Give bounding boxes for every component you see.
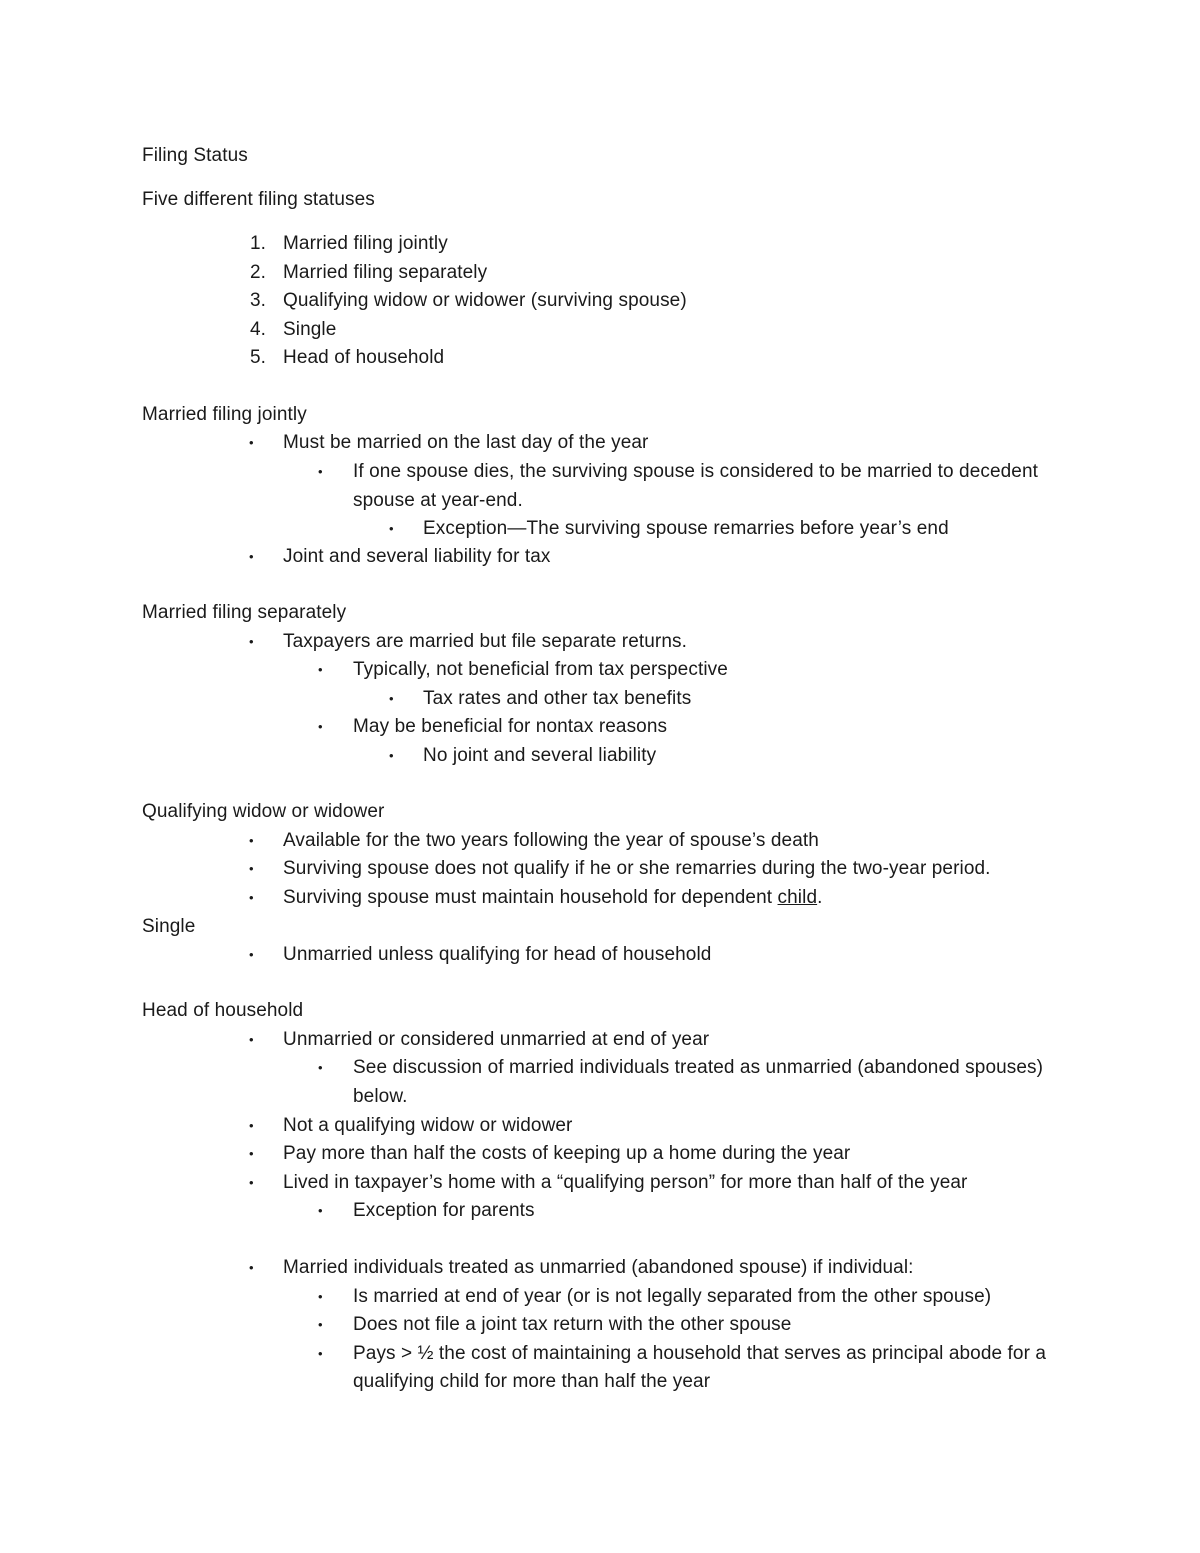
bullet-item: Typically, not beneficial from tax perspective — [353, 659, 728, 680]
bullet-icon: • — [249, 1146, 254, 1161]
section-heading: Qualifying widow or widower — [142, 801, 385, 822]
list-item: Married filing separately — [283, 262, 488, 283]
bullet-item: Pay more than half the costs of keeping up a home during the year — [283, 1143, 851, 1164]
bullet-icon: • — [389, 691, 394, 706]
page-title: Filing Status — [142, 145, 248, 166]
list-number: 5. — [250, 347, 266, 368]
bullet-item: Must be married on the last day of the year — [283, 432, 649, 453]
list-number: 4. — [250, 319, 266, 340]
bullet-item: Pays > ½ the cost of maintaining a household that serves as principal abode for a — [353, 1343, 1047, 1364]
section-heading: Married filing jointly — [142, 404, 307, 425]
bullet-item: If one spouse dies, the surviving spouse is considered to be married to decedent — [353, 461, 1039, 482]
bullet-item-continued: below. — [353, 1086, 408, 1107]
list-number: 1. — [250, 233, 266, 254]
bullet-icon: • — [389, 521, 394, 536]
bullet-icon: • — [318, 1060, 323, 1075]
bullet-item: Married individuals treated as unmarried (abandoned spouse) if individual: — [283, 1257, 914, 1278]
bullet-icon: • — [318, 1346, 323, 1361]
list-number: 3. — [250, 290, 266, 311]
bullet-item: Tax rates and other tax benefits — [423, 688, 692, 709]
bullet-item: Is married at end of year (or is not legally separated from the other spouse) — [353, 1286, 992, 1307]
child-link[interactable]: child — [777, 887, 818, 908]
bullet-icon: • — [318, 464, 323, 479]
bullet-icon: • — [249, 1032, 254, 1047]
list-item: Single — [283, 319, 337, 340]
bullet-item — [283, 886, 823, 910]
bullet-icon: • — [249, 861, 254, 876]
bullet-item: Exception—The surviving spouse remarries before year’s end — [423, 518, 949, 539]
bullet-item-continued: qualifying child for more than half the year — [353, 1371, 711, 1392]
bullet-item: Does not file a joint tax return with the other spouse — [353, 1314, 792, 1335]
bullet-icon: • — [249, 947, 254, 962]
intro-line: Five different filing statuses — [142, 189, 375, 210]
list-item: Qualifying widow or widower (surviving spouse) — [283, 290, 687, 311]
bullet-icon: • — [249, 634, 254, 649]
bullet-item: Lived in taxpayer’s home with a “qualifying person” for more than half of the year — [283, 1172, 968, 1193]
bullet-item: Exception for parents — [353, 1200, 535, 1221]
bullet-item: Not a qualifying widow or widower — [283, 1115, 573, 1136]
bullet-text-end: . — [817, 887, 823, 908]
bullet-icon: • — [318, 662, 323, 677]
section-heading: Married filing separately — [142, 602, 347, 623]
bullet-item: Unmarried unless qualifying for head of household — [283, 944, 712, 965]
bullet-icon: • — [249, 1118, 254, 1133]
bullet-icon: • — [249, 1260, 254, 1275]
bullet-icon: • — [318, 1203, 323, 1218]
section-heading: Head of household — [142, 1000, 304, 1021]
section-heading: Single — [142, 916, 196, 937]
list-item: Head of household — [283, 347, 445, 368]
bullet-item: Taxpayers are married but file separate returns. — [283, 631, 687, 652]
list-number: 2. — [250, 262, 266, 283]
bullet-icon: • — [249, 1175, 254, 1190]
bullet-item: May be beneficial for nontax reasons — [353, 716, 668, 737]
bullet-item: See discussion of married individuals treated as unmarried (abandoned spouses) — [353, 1057, 1044, 1078]
bullet-icon: • — [249, 890, 254, 905]
bullet-icon: • — [249, 833, 254, 848]
bullet-icon: • — [249, 435, 254, 450]
bullet-icon: • — [318, 1317, 323, 1332]
bullet-item: No joint and several liability — [423, 745, 657, 766]
bullet-item: Available for the two years following the year of spouse’s death — [283, 830, 819, 851]
bullet-item: Joint and several liability for tax — [283, 546, 551, 567]
bullet-icon: • — [318, 719, 323, 734]
bullet-icon: • — [318, 1289, 323, 1304]
bullet-item: Unmarried or considered unmarried at end of year — [283, 1029, 710, 1050]
bullet-icon: • — [249, 549, 254, 564]
bullet-item-continued: spouse at year-end. — [353, 490, 523, 511]
bullet-item: Surviving spouse does not qualify if he or she remarries during the two-year period. — [283, 858, 991, 879]
list-item: Married filing jointly — [283, 233, 448, 254]
bullet-icon: • — [389, 748, 394, 763]
bullet-text: Surviving spouse must maintain household for dependent — [283, 887, 778, 908]
